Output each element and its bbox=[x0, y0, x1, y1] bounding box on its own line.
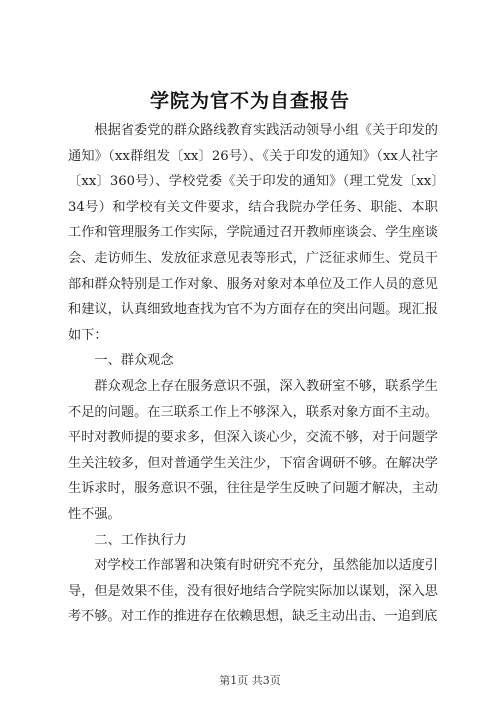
document-title: 学院为官不为自查报告 bbox=[149, 90, 350, 112]
section-heading-execution: 二、工作执行力 bbox=[94, 532, 187, 548]
section-body-mass-view: 群众观念上存在服务意识不强，深入教研室不够，联系学生不足的问题。在三联系工作上不够深入，联系对象方面不主动。平时对教师提的要求多，但深入谈心少，交流不够，对于问题学生关注较多，但对普通学生关注少，下宿舍调研不够。在解决学生诉求时，服务意识不强，往往是学生反映了问题才解决，主动性不强。 bbox=[68, 378, 438, 522]
section-heading-mass-view: 一、群众观念 bbox=[94, 353, 174, 369]
page-number-footer: 第1页 共3页 bbox=[219, 674, 281, 687]
intro-paragraph: 根据省委党的群众路线教育实践活动领导小组《关于印发的通知》（xx群组发〔xx〕26号）、《关于印发的通知》（xx人社字〔xx〕360号）、学校党委《关于印发的通知》（理工党发〔xx〕34号）和学校有关文件要求，结合我院办学任务、职能、本职工作和管理服务工作实际，学院通过召开教师座谈会、学生座谈会、走访师生、发放征求意见表等形式，广泛征求师生、党员干部和群众特别是工作对象、服务对象对本单位及工作人员的意见和建议，认真细致地查找为官不为方面存在的突出问题。现汇报如下： bbox=[68, 123, 438, 343]
section-body-execution: 对学校工作部署和决策有时研究不充分，虽然能加以适度引导，但是效果不佳，没有很好地结合学院实际加以谋划，深入思考不够。对工作的推进存在依赖思想，缺乏主动出击、一追到底 bbox=[68, 558, 438, 625]
document-body bbox=[68, 118, 438, 630]
